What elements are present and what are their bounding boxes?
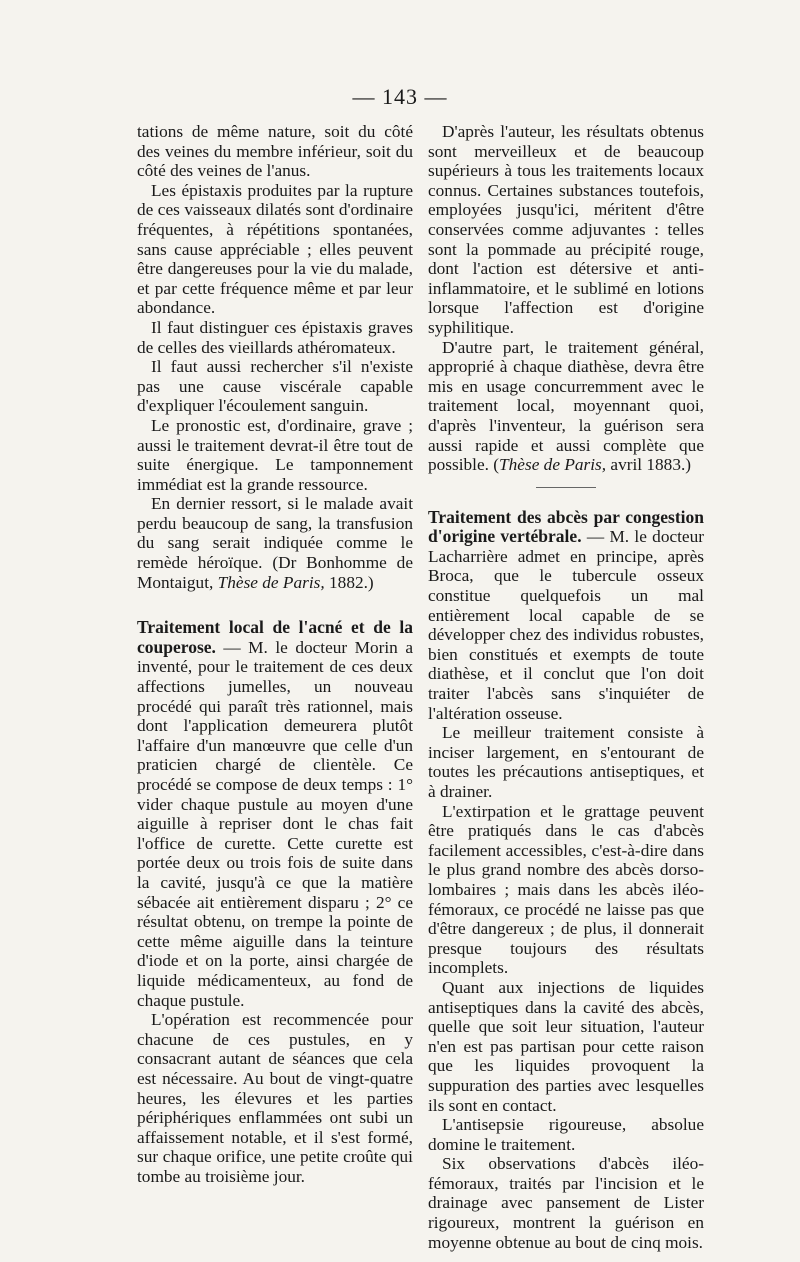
divider (536, 487, 596, 488)
page-number: — 143 — (352, 84, 448, 109)
paragraph-text: En dernier ressort, si le malade avait perdu beaucoup de sang, la transfusion du sang serait indiquée comme le remède héroïque. (Dr Bonhomme de Montaigut, (137, 494, 413, 592)
paragraph: L'opération est recommencée pour chacune de ces pustules, en y consacrant autant de séances que cela est nécessaire. Au bout de vingt-quatre heures, les élevures et les parties périphériques enflammées ont subi un affaissement notable, et il s'est formé, sur chaque orifice, une petite croûte qui tombe au troisième jour. (137, 1010, 413, 1186)
paragraph: D'après l'auteur, les résultats obtenus sont merveilleux et de beaucoup supérieurs à tous les traitements locaux connus. Certaines substances toutefois, employées jusqu'ici, méritent d'être conservées comme adjuvantes : telles sont la pommade au précipité rouge, dont l'action est détersive et anti-inflammatoire, et le sublimé en lotions lorsque l'affection est d'origine syphilitique. (428, 122, 704, 337)
left-column (137, 122, 413, 1186)
paragraph: L'extirpation et le grattage peuvent être pratiqués dans le cas d'abcès facilement accessibles, c'est-à-dire dans le plus grand nombre des abcès dorso-lombaires ; mais dans les abcès iléo-fémoraux, ce procédé ne laisse pas que d'être dangereux ; de plus, il donnerait presque toujours des résultats incomplets. (428, 801, 704, 978)
paragraph: Il faut aussi rechercher s'il n'existe pas une cause viscérale capable d'expliquer l'écoulement sanguin. (137, 357, 413, 416)
section-abces (428, 508, 704, 1253)
paragraph-text: 1882.) (329, 572, 374, 592)
paragraph (137, 494, 413, 592)
section-heading: Traitement local de l'acné et de la couperose. (137, 617, 413, 657)
section-heading: Traitement des abcès par congestion d'origine vertébrale. (428, 506, 704, 547)
right-column (428, 122, 704, 1252)
paragraph: Le meilleur traitement consiste à inciser largement, en s'entourant de toutes les précautions antiseptiques, et à drainer. (428, 723, 704, 801)
paragraph (428, 338, 704, 475)
paragraph: Il faut distinguer ces épistaxis graves de celles des vieillards athéromateux. (137, 317, 413, 357)
citation: Thèse de Paris, (499, 455, 607, 475)
paragraph: L'antisepsie rigoureuse, absolue domine le traitement. (428, 1115, 704, 1154)
paragraph-text: avril 1883.) (606, 455, 692, 475)
section-acne (137, 618, 413, 1186)
paragraph: tations de même nature, soit du côté des veines du membre inférieur, soit du côté des veines de l'anus. (137, 122, 413, 181)
paragraph: Quant aux injections de liquides antiseptiques dans la cavité des abcès, quelle que soit leur situation, l'auteur n'en est pas partisan pour cette raison que les liquides provoquent la suppuration des parties avec lesquelles ils sont en contact. (428, 977, 704, 1115)
paragraph: Les épistaxis produites par la rupture de ces vaisseaux dilatés sont d'ordinaire fréquentes, à répétitions spontanées, sans cause appréciable ; elles peuvent être dangereuses pour la vie du malade, et par cette fréquence même et par leur abondance. (137, 180, 413, 318)
paragraph: Le pronostic est, d'ordinaire, grave ; aussi le traitement devrat-il être tout de suite énergique. Le tamponnement immédiat est la grande ressource. (137, 415, 413, 494)
citation: Thèse de Paris, (217, 572, 325, 592)
paragraph-text: — M. le docteur Lacharrière admet en principe, après Broca, que le tubercule osseux constitue quelquefois un mal entièrement local capable de se développer chez des individus robustes, bien constitués et exempts de toute diathèse, et il conclut que l'on doit traiter l'abcès sans s'inquiéter de l'altération osseuse. (428, 527, 704, 723)
paragraph-text: D'autre part, le traitement général, approprié à chaque diathèse, devra être mis en usage concurremment avec le traitement local, moyennant quoi, d'après l'inventeur, la guérison sera aussi rapide et aussi complète que possible. ( (428, 337, 704, 475)
paragraph: Six observations d'abcès iléo-fémoraux, traités par l'incision et le drainage avec pansement de Lister rigoureux, montrent la guérison en moyenne obtenue au bout de cinq mois. (428, 1154, 704, 1252)
paragraph-text: — M. le docteur Morin a inventé, pour le traitement de ces deux affections jumelles, un nouveau procédé qui paraît très rationnel, mais dont l'application demeurera plutôt l'affaire d'un manœuvre que celle d'un praticien chargé de clientèle. Ce procédé se compose de deux temps : 1° vider chaque pustule au moyen d'une aiguille à repriser dont le chas fait l'office de curette. Cette curette est portée deux ou trois fois de suite dans la cavité, jusqu'à ce que la matière sébacée ait entièrement disparu ; 2° ce résultat obtenu, on trempe la pointe de cette même aiguille dans la teinture d'iode et on la porte, ainsi chargée de liquide médicamenteux, au fond de chaque pustule. (137, 637, 413, 1010)
